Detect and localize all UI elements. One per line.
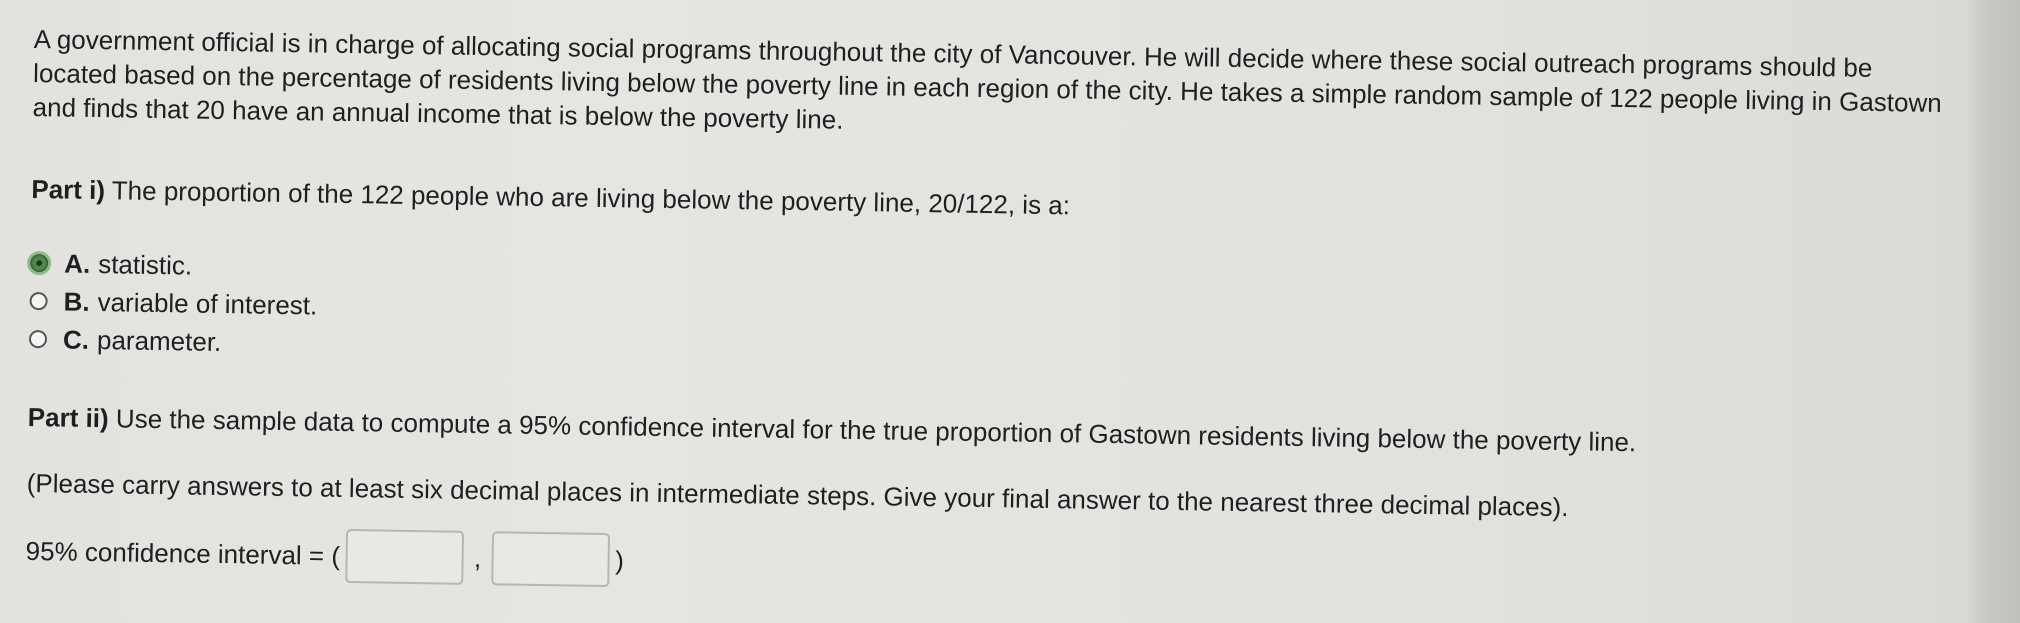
radio-button[interactable] (29, 292, 47, 310)
part-two-text: Use the sample data to compute a 95% confidence interval for the true proportion of Gastown residents living below the poverty line. (115, 403, 1637, 458)
ci-upper-input[interactable] (491, 531, 610, 587)
option-a-text: statistic. (97, 248, 193, 281)
panel-edge (1968, 0, 2020, 623)
question-intro: A government official is in charge of allocating social programs throughout the city of Vancouver. He will decide where these social outreach programs should be located based on the percentage of residents living below the poverty line in each region of the city. He takes a simple random sample of 122 people living in Gastown and finds that 20 have an annual income that is below the poverty line. (32, 23, 1942, 135)
precision-note: (Please carry answers to at least six decimal places in intermediate steps. Give your final answer to the nearest three decimal places). (26, 467, 1569, 523)
part-two-label: Part ii) (27, 401, 109, 434)
option-b-text: variable of interest. (97, 286, 318, 320)
answer-options (29, 244, 318, 363)
option-c[interactable] (29, 320, 317, 363)
part-one-text: The proportion of the 122 people who are living below the poverty line, 20/122, is a: (111, 175, 1071, 221)
ci-label: 95% confidence interval = ( (25, 535, 341, 571)
part-one-label: Part i) (31, 173, 106, 206)
option-b-letter: B. (63, 286, 90, 317)
option-a[interactable] (30, 244, 318, 287)
ci-lower-input[interactable] (346, 529, 465, 585)
option-b[interactable] (29, 282, 317, 325)
radio-button-selected[interactable] (30, 254, 48, 272)
confidence-interval-row (25, 524, 624, 587)
option-c-letter: C. (62, 323, 90, 355)
ci-close-paren: ) (614, 544, 625, 575)
ci-separator: , (473, 542, 482, 573)
radio-button[interactable] (29, 330, 47, 348)
option-c-text: parameter. (96, 324, 222, 357)
option-a-letter: A. (63, 248, 91, 279)
